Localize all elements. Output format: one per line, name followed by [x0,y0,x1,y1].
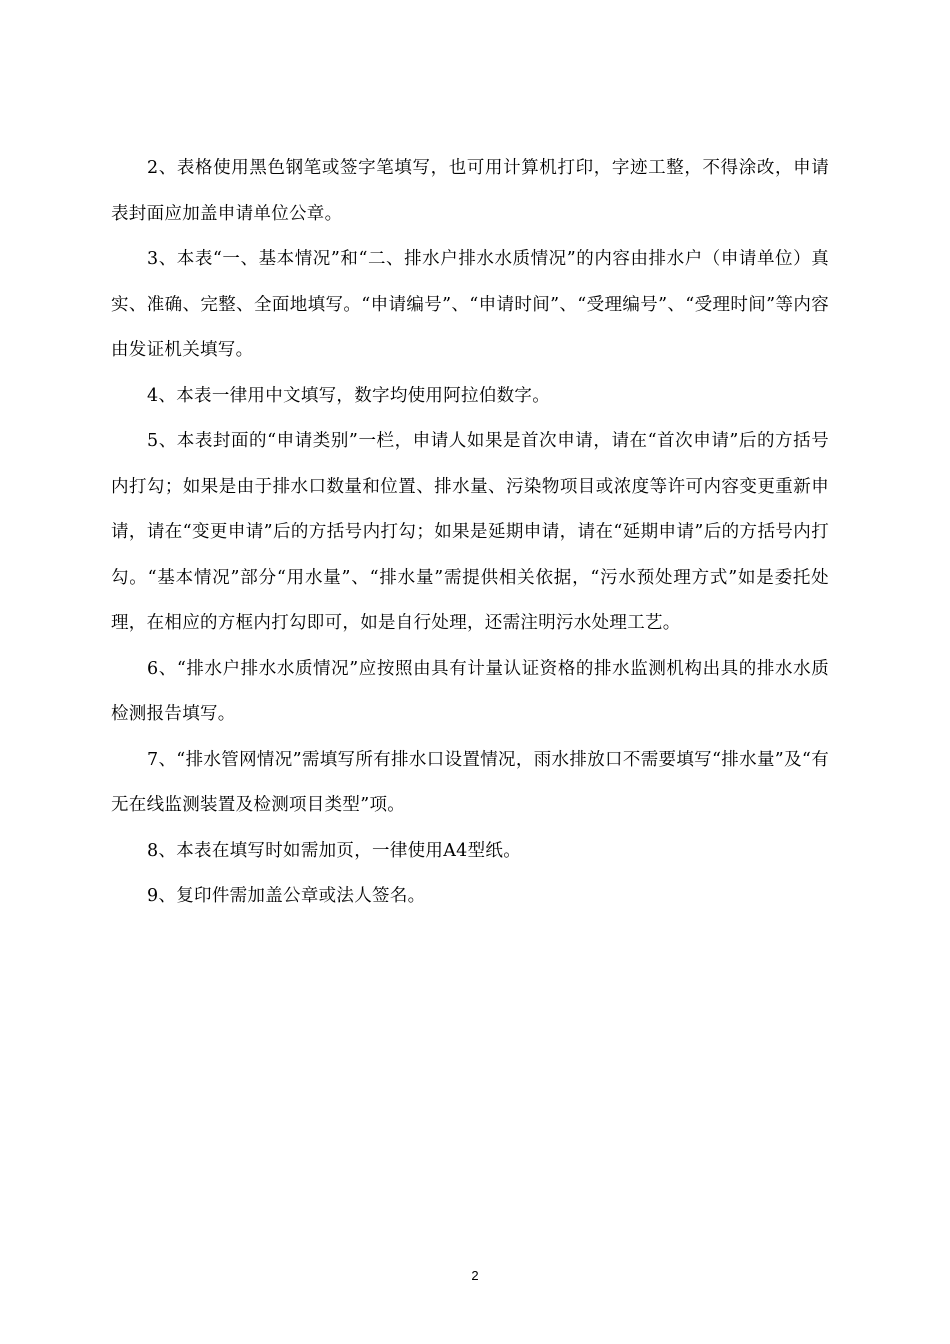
instruction-paragraph: 8、本表在填写时如需加页，一律使用A4型纸。 [147,840,522,861]
instruction-paragraph: 7、“排水管网情况”需填写所有排水口设置情况，雨水排放口不需要填写“排水量”及“有无在线监测装置及检测项目类型”项。 [111,749,829,815]
instruction-paragraph: 2、表格使用黑色钢笔或签字笔填写，也可用计算机打印，字迹工整，不得涂改，申请表封面应加盖申请单位公章。 [111,158,829,224]
instructions-body [111,146,829,920]
instruction-paragraph: 9、复印件需加盖公章或法人签名。 [147,886,426,906]
instruction-paragraph: 4、本表一律用中文填写，数字均使用阿拉伯数字。 [147,385,551,406]
page-number: 2 [471,1268,479,1283]
instruction-paragraph: 6、“排水户排水水质情况”应按照由具有计量认证资格的排水监测机构出具的排水水质检测报告填写。 [111,658,829,724]
instruction-paragraph: 3、本表“一、基本情况”和“二、排水户排水水质情况”的内容由排水户（申请单位）真实、准确、完整、全面地填写。“申请编号”、“申请时间”、“受理编号”、“受理时间”等内容由发证机关填写。 [111,249,829,360]
instruction-paragraph: 5、本表封面的“申请类别”一栏，申请人如果是首次申请，请在“首次申请”后的方括号内打勾；如果是由于排水口数量和位置、排水量、污染物项目或浓度等许可内容变更重新申请，请在“变更申请”后的方括号内打勾；如果是延期申请，请在“延期申请”后的方括号内打勾。“基本情况”部分“用水量”、“排水量”需提供相关依据，“污水预处理方式”如是委托处理，在相应的方框内打勾即可，如是自行处理，还需注明污水处理工艺。 [111,431,829,633]
